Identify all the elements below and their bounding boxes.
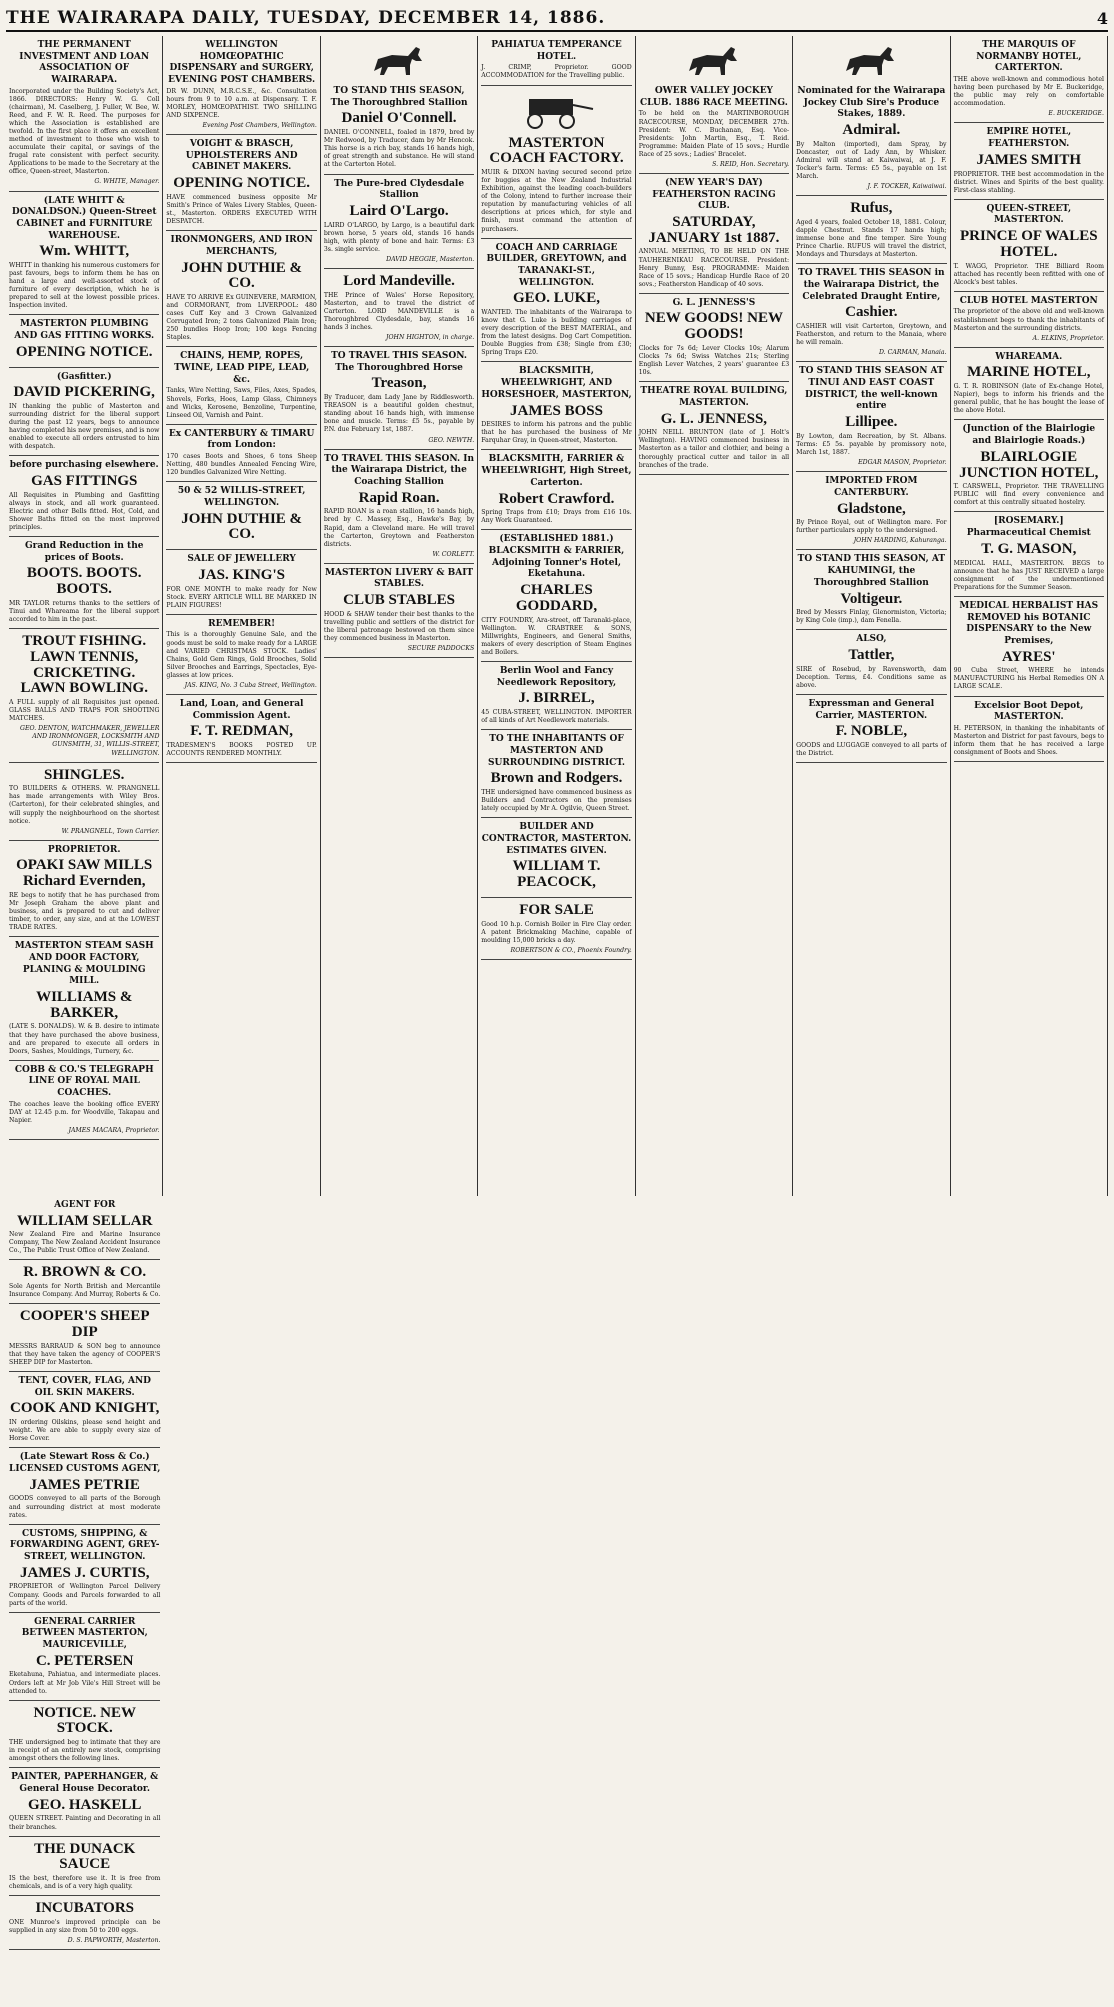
ad-body: MR TAYLOR returns thanks to the settlers of Tinui and Whareama for the liberal support accorded to him in the past. (9, 599, 160, 624)
ad-big: AYRES' (1001, 648, 1056, 665)
ad-big: GEO. LUKE, (512, 290, 601, 307)
advertisement (9, 1061, 159, 1140)
ad-body: By Malton (imported), dam Spray, by Doncaster, out of Lady Ann, by Whisker. Admiral will stand at Kaiwaiwai, at J. F. Tocker's farm. Terms: £5 5s., payable on 1st March. (796, 140, 947, 181)
ad-sig: JAS. KING, No. 3 Cuba Street, Wellington. (184, 681, 317, 689)
column-2 (163, 36, 320, 1196)
ad-big: WILLIAM SELLAR (16, 1212, 153, 1229)
ad-head: SALE OF JEWELLERY (187, 554, 296, 565)
ad-head: EMPIRE HOTEL, FEATHERSTON. (986, 127, 1072, 150)
column-7 (951, 36, 1108, 1196)
advertisement (481, 898, 631, 960)
ad-big: JOHN DUTHIE & CO. (181, 510, 303, 543)
advertisement (954, 420, 1104, 512)
advertisement (954, 512, 1104, 596)
ad-head: MASTERTON LIVERY & BAIT STABLES. (325, 567, 474, 590)
ad-body: SIRE of Rosebud, by Ravensworth, dam Deception. Terms, £4. Conditions same as above. (796, 665, 947, 689)
ad-body: Tanks, Wire Netting, Saws, Files, Axes, Spades, Shovels, Forks, Hoes, Lamp Glass, Chimneys and Wicks, Kerosene, Benzoline, Turpentine, Linseed Oil, Varnish and Paint. (166, 387, 317, 419)
ad-body: IN ordering Oilskins, please send height and weight. We are able to supply every size of Horse Cover. (9, 1419, 161, 1443)
ad-sig: D. S. PAPWORTH, Masterton. (67, 1937, 161, 1945)
ad-body: WANTED. The inhabitants of the Wairarapa to know that G. Luke is building carriages of every description of the BEST MATERIAL, and from the latest designs. Dog Cart Competition. Double Buggies from £38; Single from £30; Spring Traps £20. (481, 309, 632, 357)
ad-head: IRONMONGERS, AND IRON MERCHANTS, (170, 235, 313, 257)
ad-body: All Requisites in Plumbing and Gasfitting always in stock, and all work guaranteed. Electric and other Bells fitted. Hot, Cold, and Shower Baths fitted on the most improved principles. (9, 491, 160, 531)
ad-head: PAINTER, PAPERHANGER, & General House Decorator. (11, 1772, 159, 1795)
advertisement (166, 695, 316, 763)
advertisement (796, 472, 946, 550)
ad-big: Lord Mandeville. (343, 272, 455, 289)
ad-body: The proprietor of the above old and well-known establishment begs to thank the inhabitants of Masterton and the surrounding districts. (953, 308, 1104, 332)
ad-big: THE DUNACK SAUCE (34, 1840, 136, 1873)
ad-big: R. BROWN & CO. (23, 1264, 147, 1281)
ad-big: Robert Crawford. (498, 490, 615, 507)
advertisement (9, 629, 159, 762)
ad-big: NOTICE. NEW STOCK. (33, 1704, 136, 1737)
ad-head: (Gasfitter.) (56, 371, 112, 382)
ad-big: Admiral. (842, 122, 901, 139)
ad-big: Brown and Rodgers. (490, 770, 623, 787)
ad-big: Laird O'Largo. (349, 202, 449, 219)
ad-body: RE begs to notify that he has purchased from Mr Joseph Graham the above plant and business, and is prepared to cut and deliver timber, to order, any size, and at the LOWEST TRADE RATES. (9, 891, 160, 932)
ad-big: MASTERTON COACH FACTORY. (489, 134, 624, 167)
ad-head: Expressman and General Carrier, MASTERTON. (808, 699, 935, 721)
ad-body: G. T. R. ROBINSON (late of Ex-change Hotel, Napier), begs to inform his friends and the general public, that he has bought the lease of the above Hotel. (953, 383, 1104, 415)
ad-head: WELLINGTON HOMŒOPATHIC DISPENSARY and SURGERY, EVENING POST CHAMBERS. (168, 40, 316, 86)
ad-head: REMEMBER! (208, 618, 276, 629)
ad-head: (LATE WHITT & DONALDSON.) Queen-Street CABINET and FURNITURE WAREHOUSE. (11, 195, 157, 241)
ad-big: F. NOBLE, (835, 723, 908, 740)
ad-sig: GEO. NEWTH. (428, 436, 475, 444)
ad-body: Incorporated under the Building Society's Act, 1866. DIRECTORS: Henry W. G. Coll (chairman), M. Caselberg, J. Fuller, W. Bee, W. Reed, and F. W. R. Reed. The purposes for which the Association is established are twofold. In the first place it offers an excellent method of investment to those who wish to accumulate their capital, or savings of the frugal rate consistent with perfect security. Applications to be made to the Secretary at the office, Queen-street, Masterton. (9, 87, 160, 176)
ad-body: MUIR & DIXON having secured second prize for buggies at the New Zealand Industrial Exhibition, against the leading coach-builders of the Colony, intend to further increase their reputation by manufacturing vehicles of all descriptions at prices which, for style and finish, must command the attention of purchasers. (481, 169, 632, 233)
masthead (6, 4, 1108, 32)
ad-body: By Prince Royal, out of Wellington mare. For further particulars apply to the undersigned. (796, 519, 947, 535)
ad-big: OPENING NOTICE. (15, 343, 153, 360)
column-6 (793, 36, 950, 1196)
ad-body: (LATE S. DONALDS). W. & B. desire to intimate that they have purchased the above business, and are prepared to execute all orders in Doors, Sashes, Mouldings, Turnery, &c. (9, 1023, 160, 1055)
advertisement (9, 937, 159, 1061)
advertisement (166, 135, 316, 231)
ad-head: TO TRAVEL THIS SEASON in the Wairarapa District, the Celebrated Draught Entire, (798, 268, 945, 302)
ad-body: GOODS conveyed to all parts of the Borough and surrounding district at most moderate rates. (9, 1495, 161, 1519)
ad-big: Rapid Roan. (358, 489, 440, 506)
ad-body: HAVE TO ARRIVE Ex GUINEVERE, MARMION, and CORMORANT, from LIVERPOOL: 480 cases Cuff Key and 3 Crown Galvanized Corrugated Iron; 2 tons Galvanized Plain Iron; 250 bundles Hoop Iron; 100 kegs Fencing Staples. (166, 294, 317, 342)
ad-big: Lillipee. (845, 414, 898, 431)
ad-head: before purchasing elsewhere. (9, 460, 159, 471)
ad-big: JAMES J. CURTIS, (19, 1564, 150, 1581)
ad-sig: W. CORLETT. (432, 550, 475, 558)
ad-head: (NEW YEAR'S DAY) FEATHERSTON RACING CLUB. (652, 177, 776, 212)
ad-body: DANIEL O'CONNELL, foaled in 1879, bred by Mr Redwood, by Traducer, dam by Mr Hencok. This horse is a rich bay, stands 16 hands high, of great strength and substance. He will stand at the Carterton Hotel. (323, 129, 475, 169)
ad-head: 50 & 52 WILLIS-STREET, WELLINGTON. (177, 486, 306, 508)
column-5 (636, 36, 793, 1196)
ad-big: INCUBATORS (35, 1900, 135, 1917)
ad-sig: JOHN HIGHTON, in charge. (386, 334, 475, 341)
ad-head: TO STAND THIS SEASON, AT KAHUMINGI, the Thoroughbred Stallion (797, 554, 946, 588)
ad-big: OPENING NOTICE. (173, 175, 310, 192)
advertisement (9, 1448, 160, 1524)
advertisement (9, 841, 159, 938)
advertisement (324, 175, 474, 269)
ad-body: FOR ONE MONTH to make ready for New Stock. EVERY ARTICLE WILL BE MARKED IN PLAIN FIGURES! (166, 585, 317, 609)
ad-head: TENT, COVER, FLAG, AND OIL SKIN MAKERS. (18, 1376, 151, 1398)
ad-head: Grand Reduction in the prices of Boots. (24, 541, 144, 563)
ad-body: THE undersigned beg to intimate that they are in receipt of an entirely new stock, comprising amongst others the following lines. (9, 1739, 161, 1763)
ad-big: JOHN DUTHIE & CO. (181, 259, 303, 292)
ad-head: BLACKSMITH, WHEELWRIGHT, AND HORSESHOER, MASTERTON, (481, 366, 632, 400)
ad-head: COBB & CO.'S TELEGRAPH LINE OF ROYAL MAIL COACHES. (14, 1064, 154, 1099)
advertisement (954, 597, 1104, 697)
ad-body: By Traducer, dam Lady Jane by Riddlesworth. TREASON is a beautiful golden chestnut, standing about 16 hands high, with immense bone and muscle. Terms: £5 5s., payable by P.N. due February 1st, 1887. (323, 394, 475, 434)
ad-head: Land, Loan, and General Commission Agent. (179, 698, 304, 721)
ad-sig: E. BUCKERIDGE. (1048, 110, 1104, 118)
ad-sig: S. REID, Hon. Secretary. (712, 160, 790, 168)
ad-head: PAHIATUA TEMPERANCE HOTEL. (491, 40, 622, 62)
ad-big: F. T. REDMAN, (190, 723, 293, 740)
ad-body: HOOD & SHAW tender their best thanks to the travelling public and settlers of the district for the liberal patronage bestowed on them since they commenced business in Masterton. (323, 610, 475, 643)
ad-head: OWER VALLEY JOCKEY CLUB. 1886 RACE MEETING. (640, 86, 788, 108)
ad-sig: A. ELKINS, Proprietor. (1032, 334, 1104, 342)
ad-big: TROUT FISHING. LAWN TENNIS, CRICKETING. LAWN BOWLING. (20, 633, 148, 697)
ad-body: THE above well-known and commodious hotel having been purchased by Mr E. Buckeridge, the public may rely on comfortable accommodation. (953, 76, 1104, 108)
ad-head: IMPORTED FROM CANTERBURY. (825, 476, 918, 498)
ad-head: BLACKSMITH, FARRIER & WHEELWRIGHT, High Street, Carterton. (481, 454, 632, 488)
ad-body: To be held on the MARTINBOROUGH RACECOURSE, MONDAY, DECEMBER 27th. President: W. C. Buchanan, Esq. Vice-Presidents: John Martin, Esq., T. Reid. Programme: Maiden Plate of 15 sovs.; Hurdle Race of 25 sovs.; Ladies' Bracelet. (638, 110, 790, 158)
ad-head: QUEEN-STREET, MASTERTON. (986, 203, 1072, 226)
ad-body: By Lowton, dam Recreation, by St. Albans. Terms: £5 5s. payable by promissory note, March 1st, 1887. (796, 432, 947, 456)
ad-body: Aged 4 years, foaled October 18, 1881. Colour, dapple Chestnut. Stands 17 hands high; immense bone and fine temper. Sire Young Prince Charlie. RUFUS will travel the district, Mondays and Thursdays at Masterton. (796, 219, 947, 259)
ad-body: RAPID ROAN is a roan stallion, 16 hands high, bred by C. Massey, Esq., Hawke's Bay, by Rapid, dam a Cleveland mare. He will travel the Carterton, Greytown and Featherston districts. (323, 508, 475, 548)
ad-big: JAMES BOSS (510, 402, 603, 419)
ad-big: JAS. KING'S (198, 566, 285, 583)
advertisement (9, 36, 159, 192)
advertisement (166, 482, 316, 550)
ad-body: New Zealand Fire and Marine Insurance Company, The New Zealand Accident Insurance Co., The Public Trust Office of New Zealand. (9, 1231, 161, 1255)
advertisement (324, 564, 474, 658)
advertisement (639, 382, 789, 474)
ad-body: ANNUAL MEETING, TO BE HELD ON THE TAUHERENIKAU RACECOURSE. President: Henry Bunny, Esq. PROGRAMME: Maiden Race of 15 sovs.; Handicap Hurdle Race of 20 sovs.; Featherston Handicap of 40 sovs. (638, 248, 790, 288)
advertisement (481, 450, 631, 530)
ad-big: GEO. HASKELL (28, 1796, 142, 1813)
ad-body: CITY FOUNDRY, Ara-street, off Taranaki-place, Wellington. W. CRABTREE & SONS, Millwrights, Engineers, and General Smiths, makers of every description of Steam Engines and Boilers. (481, 616, 632, 656)
ad-big: C. PETERSEN (35, 1652, 134, 1669)
ad-head: CLUB HOTEL MASTERTON (959, 295, 1098, 306)
ad-body: DR W. DUNN, M.R.C.S.E., &c. Consultation hours from 9 to 10 a.m. at Dispensary. T. F. MORLEY, HOMŒOPATHIST. TWO SHILLING AND SIXPENCE. (166, 87, 317, 119)
ad-body: THE undersigned have commenced business as Builders and Contractors on the premises lately occupied by Mr A. Ogilvie, Queen Street. (481, 789, 632, 813)
ad-sig: JAMES MACARA, Proprietor. (68, 1126, 160, 1134)
ad-head: ALSO, (856, 634, 887, 645)
advertisement (796, 196, 946, 264)
horse-icon (796, 41, 946, 84)
ad-head: TO THE INHABITANTS OF MASTERTON AND SURROUNDING DISTRICT. (487, 734, 625, 768)
ad-head: The Pure-bred Clydesdale Stallion (334, 178, 465, 201)
ad-head: Ex CANTERBURY & TIMARU from London: (168, 428, 315, 451)
ad-body: A FULL supply of all Requisites just opened. GLASS BALLS AND TRAPS FOR SHOOTING MATCHES. (9, 699, 160, 723)
ad-body: 90 Cuba Street, WHERE he intends MANUFACTURING his Herbal Remedies ON A LARGE SCALE. (953, 667, 1104, 691)
advertisement (796, 695, 946, 763)
advertisement (954, 697, 1104, 763)
ad-body: The coaches leave the booking office EVERY DAY at 12.45 p.m. for Woodville, Takapau and Napier. (9, 1100, 160, 1124)
ad-sig: SECURE PADDOCKS (407, 645, 475, 653)
ad-big: CLUB STABLES (343, 592, 455, 609)
ad-body: TO BUILDERS & OTHERS. W. PRANGNELL has made arrangements with Wiley Bros. (Carterton), for their celebrated shingles, and will supply the neighbourhood on the shortest notice. (9, 785, 160, 825)
advertisement (9, 456, 159, 537)
advertisement (9, 1896, 160, 1950)
column-4 (478, 36, 635, 1196)
advertisement (481, 818, 631, 898)
coach-icon (481, 91, 631, 134)
ad-body: Clocks for 7s 6d; Lever Clocks 10s; Alarum Clocks 7s 6d; Swiss Watches 21s; Sterling English Lever Watches, 2 years' guarantee £3 10s. (638, 344, 790, 377)
ad-big: MARINE HOTEL, (967, 364, 1091, 381)
ad-body: THE Prince of Wales' Horse Repository, Masterton, and to travel the district of Carterton. LORD MANDEVILLE is a Thoroughbred Clydesdale, bay, stands 16 hands 3 inches. (323, 291, 475, 331)
advertisement (9, 1372, 160, 1448)
ad-body: ONE Munroe's improved principle can be supplied in any size from 50 to 200 eggs. (9, 1918, 161, 1935)
ad-big: Daniel O'Connell. (341, 110, 457, 127)
ad-body: Sole Agents for North British and Mercantile Insurance Company. And Murray, Roberts & Co. (9, 1283, 161, 1299)
advertisement (954, 200, 1104, 292)
ad-big: CHARLES GODDARD, (515, 582, 598, 614)
ad-body: Good 10 h.p. Cornish Boiler in Fire Clay order. A patent Brickmaking Machine, capable of moulding 15,000 bricks a day. (481, 920, 632, 944)
ad-head: PROPRIETOR. (47, 844, 121, 855)
advertisement (796, 630, 946, 695)
ad-sig: DAVID HEGGIE, Masterton. (386, 255, 475, 263)
ad-big: Rufus, (850, 200, 893, 217)
ad-big: GAS FITTINGS (31, 473, 138, 489)
page-number: 4 (1096, 9, 1108, 28)
ad-big: JAMES SMITH (976, 151, 1082, 168)
ad-big: Wm. WHITT, (39, 243, 130, 260)
ad-big: Gladstone, (836, 500, 906, 517)
ad-big: DAVID PICKERING, (13, 384, 155, 401)
advertisement (166, 425, 316, 483)
advertisement (9, 315, 159, 367)
ad-big: G. L. JENNESS, (660, 410, 768, 427)
ad-sig: Evening Post Chambers, Wellington. (202, 122, 317, 129)
ad-big: NEW GOODS! NEW GOODS! (644, 310, 783, 343)
ad-head: AGENT FOR (54, 1199, 116, 1210)
ad-big: BOOTS. BOOTS. BOOTS. (26, 565, 142, 598)
ad-big: COOPER'S SHEEP DIP (19, 1308, 150, 1341)
ad-head: MEDICAL HERBALIST HAS REMOVED his BOTANIC DISPENSARY to the New Premises, (959, 600, 1099, 646)
ad-head: THE MARQUIS OF NORMANBY HOTEL, CARTERTON. (976, 40, 1082, 74)
ad-head: TO STAND THIS SEASON AT TINUI AND EAST COAST DISTRICT, the well-known entire (798, 366, 944, 412)
ad-head: THE PERMANENT INVESTMENT AND LOAN ASSOCIATION OF WAIRARAPA. (19, 40, 150, 86)
advertisement (954, 36, 1104, 123)
advertisement (9, 537, 159, 629)
advertisement (324, 450, 474, 564)
column-3 (321, 36, 478, 1196)
ad-head: MASTERTON PLUMBING AND GAS FITTING WORKS. (14, 319, 155, 342)
ad-body: Eketahuna, Pahiatua, and intermediate places. Orders left at Mr Job Vile's Hill Street will be attended to. (9, 1671, 161, 1695)
ad-head: WHAREAMA. (995, 351, 1063, 362)
ad-big: SATURDAY, JANUARY 1st 1887. (648, 213, 780, 246)
ad-head: TO TRAVEL THIS SEASON. In the Wairarapa District, the Coaching Stallion (324, 453, 474, 487)
advertisement (9, 1613, 160, 1701)
ad-body: PROPRIETOR. THE best accommodation in the district. Wines and Spirits of the best quality. First-class stabling. (953, 170, 1104, 194)
ad-body: T. WAGG, Proprietor. THE Billiard Room attached has recently been refitted with one of Alcock's best tables. (953, 262, 1104, 286)
advertisement (166, 36, 316, 135)
ad-body: JOHN NEILL BRUNTON (late of J. Holt's Wellington). HAVING commenced business in Masterton as a tailor and clothier, and being a thoroughly practical cutter and tailor in all branches of the trade. (638, 429, 790, 469)
horse-icon (324, 41, 474, 84)
ad-body: PROPRIETOR of Wellington Parcel Delivery Company. Goods and Parcels forwarded to all parts of the world. (9, 1583, 161, 1607)
ad-sig: J. F. TOCKER, Kaiwaiwai. (867, 183, 947, 191)
ad-big: Tattler, (848, 647, 895, 664)
advertisement (9, 1525, 160, 1613)
ad-sig: ROBERTSON & CO., Phoenix Foundry. (510, 946, 632, 954)
ad-body: Bred by Messrs Finlay, Glenormiston, Victoria; by King Cole (imp.), dam Fenella. (796, 609, 947, 625)
ad-big: SHINGLES. (43, 766, 125, 783)
ad-body: DESIRES to inform his patrons and the public that he has purchased the business of Mr Farquhar Gray, in Queen-street, Masterton. (481, 421, 632, 445)
ad-body: CASHIER will visit Carterton, Greytown, and Featherston, and return to the Manaia, where he will remain. (796, 323, 947, 347)
ad-head: (Junction of the Blairlogie and Blairlogie Roads.) (962, 424, 1096, 447)
ad-body: LAIRD O'LARGO, by Largo, is a beautiful dark brown horse, 5 years old, stands 16 hands high, with plenty of bone and hair. Terms: £3 3s. single service. (323, 221, 475, 253)
ad-body: 170 cases Boots and Shoes, 6 tons Sheep Netting, 480 bundles Annealed Fencing Wire, 120 bundles Galvanized Wire Netting. (166, 453, 317, 477)
ad-sig: JOHN HARDING, Kahuranga. (853, 537, 947, 545)
ad-head: (Late Stewart Ross & Co.) LICENSED CUSTOMS AGENT, (9, 1452, 161, 1475)
advertisement (166, 615, 316, 695)
advertisement (9, 1837, 160, 1897)
ad-big: OPAKI SAW MILLS Richard Evernden, (16, 857, 153, 890)
ad-head: (ESTABLISHED 1881.) BLACKSMITH & FARRIER, Adjoining Tonner's Hotel, Eketahuna. (488, 534, 625, 580)
column-1 (6, 36, 163, 1196)
advertisement (166, 231, 316, 347)
ad-head: COACH AND CARRIAGE BUILDER, GREYTOWN, and TARANAKI-ST., WELLINGTON. (486, 242, 627, 288)
advertisement (166, 347, 316, 424)
advertisement-columns (6, 36, 1108, 2006)
advertisement (481, 362, 631, 450)
advertisement (481, 239, 631, 363)
ad-big: Cashier. (845, 304, 898, 321)
ad-body: MEDICAL HALL, MASTERTON. BEGS to announce that he has JUST RECEIVED a large consignment of the undermentioned Preparations for the Summer Season. (953, 559, 1104, 591)
ad-big: FOR SALE (519, 901, 594, 918)
advertisement (9, 1260, 160, 1304)
masthead-title: THE WAIRARAPA DAILY, TUESDAY, DECEMBER 14, 1886. (6, 8, 606, 28)
ad-body: H. PETERSON, in thanking the inhabitants of Masterton and District for past favours, begs to inform them that he has received a large consignment of Boots and Shoes. (953, 724, 1104, 757)
ad-sig: G. WHITE, Manager. (94, 178, 160, 186)
ad-head: [ROSEMARY.] Pharmaceutical Chemist (966, 516, 1091, 539)
ad-head: CHAINS, HEMP, ROPES, TWINE, LEAD PIPE, LEAD, &c. (174, 351, 310, 385)
ad-body: Spring Traps from £10; Drays from £16 10s. Any Work Guaranteed. (481, 509, 632, 525)
advertisement (954, 348, 1104, 421)
ad-big: Treason, (371, 375, 427, 392)
ad-head: MASTERTON STEAM SASH AND DOOR FACTORY, PLANING & MOULDING MILL. (14, 941, 154, 987)
ad-big: Voltigeur. (840, 590, 903, 607)
advertisement (796, 264, 946, 362)
advertisement (639, 36, 789, 174)
advertisement (796, 36, 946, 196)
ad-big: PRINCE OF WALES HOTEL. (960, 228, 1098, 260)
ad-body: IS the best, therefore use it. It is free from chemicals, and is of a very high quality. (9, 1875, 161, 1891)
advertisement (481, 86, 631, 239)
ad-big: J. BIRREL, (518, 690, 595, 707)
ad-sig: W. PRANGNELL, Town Carrier. (61, 827, 160, 835)
ad-big: WILLIAM T. PEACOCK, (512, 858, 601, 890)
ad-head: VOIGHT & BRASCH, UPHOLSTERERS AND CABINET MAKERS. (185, 139, 298, 173)
ad-body: TRADESMEN'S BOOKS POSTED UP. ACCOUNTS RENDERED MONTHLY. (166, 742, 317, 758)
ad-head: Nominated for the Wairarapa Jockey Club Sire's Produce Stakes, 1889. (797, 86, 946, 120)
ad-big: WILLIAMS & BARKER, (36, 988, 133, 1021)
advertisement (324, 347, 474, 450)
advertisement (954, 123, 1104, 199)
advertisement (639, 174, 789, 294)
advertisement (9, 1196, 160, 1261)
ad-head: GENERAL CARRIER BETWEEN MASTERTON, MAURICEVILLE, (21, 1616, 148, 1651)
ad-sig: GEO. DENTON, WATCHMAKER, JEWELLER AND IRONMONGER, LOCKSMITH AND GUNSMITH, 31, WILLIS-STREET, WELLINGTON. (20, 725, 160, 757)
ad-head: Berlin Wool and Fancy Needlework Repository, (496, 665, 617, 688)
ad-body: QUEEN STREET. Painting and Decorating in all their branches. (9, 1815, 161, 1831)
advertisement (166, 550, 316, 615)
advertisement (9, 763, 159, 841)
ad-sig: D. CARMAN, Manaia. (878, 349, 947, 357)
ad-body: GOODS and LUGGAGE conveyed to all parts of the District. (796, 742, 947, 758)
column-8 (6, 1196, 163, 2006)
ad-head: G. L. JENNESS'S (672, 297, 756, 308)
ad-head: TO TRAVEL THIS SEASON. The Thoroughbred Horse (331, 351, 468, 373)
advertisement (9, 192, 159, 316)
ad-body: IN thanking the public of Masterton and surrounding district for the liberal support during the past 12 years, begs to announce having completed his new premises, and is now enabled to execute all orders entrusted to him with despatch. (9, 402, 160, 451)
ad-head: THEATRE ROYAL BUILDING, MASTERTON. (640, 386, 788, 408)
ad-head: TO STAND THIS SEASON, The Thoroughbred Stallion (330, 86, 468, 108)
ad-body: HAVE commenced business opposite Mr Smith's Prince of Wales Livery Stables, Queen-st., Masterton. ORDERS EXECUTED WITH DESPATCH. (166, 193, 317, 226)
advertisement (9, 1304, 160, 1372)
advertisement (639, 294, 789, 382)
ad-body: 45 CUBA-STREET, WELLINGTON. IMPORTER of all kinds of Art Needlework materials. (481, 709, 632, 725)
advertisement (9, 1768, 160, 1836)
ad-body: J. CRIMP, Proprietor. GOOD ACCOMMODATION for the Travelling public. (481, 64, 632, 80)
ad-big: COOK AND KNIGHT, (10, 1400, 160, 1417)
advertisement (796, 362, 946, 472)
ad-body: T. CARSWELL, Proprietor. THE TRAVELLING PUBLIC will find every convenience and comfort at this centrally situated hostelry. (953, 483, 1104, 507)
ad-head: CUSTOMS, SHIPPING, & FORWARDING AGENT, GREY-STREET, WELLINGTON. (9, 1528, 160, 1563)
ad-sig: EDGAR MASON, Proprietor. (858, 459, 947, 467)
ad-head: BUILDER AND CONTRACTOR, MASTERTON. ESTIMATES GIVEN. (481, 822, 632, 856)
advertisement (324, 36, 474, 175)
advertisement (324, 269, 474, 347)
ad-big: JAMES PETRIE (29, 1476, 140, 1493)
ad-big: T. G. MASON, (981, 540, 1077, 557)
ad-big: BLAIRLOGIE JUNCTION HOTEL, (959, 448, 1099, 481)
advertisement (9, 1701, 160, 1769)
advertisement (481, 36, 631, 86)
advertisement (796, 550, 946, 630)
ad-body: WHITT in thanking his numerous customers for past favours, begs to inform them he has on hand a large and well-assorted stock of furniture of every description, which he is prepared to sell at the lowest possible prices. Inspection invited. (9, 262, 160, 310)
ad-body: This is a thoroughly Genuine Sale, and the goods must be sold to make ready for a LARGE and VARIED CHRISTMAS STOCK. Ladies' Chains, Gold Gem Rings, Gold Brooches, Solid Silver Brooches and Earrings, Spectacles, Eye-glasses at low prices. (166, 631, 317, 679)
horse-icon (639, 41, 789, 84)
advertisement (481, 530, 631, 662)
advertisement (481, 662, 631, 730)
advertisement (954, 292, 1104, 348)
advertisement (9, 368, 159, 457)
ad-head: Excelsior Boot Depot, MASTERTON. (974, 700, 1084, 723)
ad-body: MESSRS BARRAUD & SON beg to announce that they have taken the agency of COOPER'S SHEEP DIP for Masterton. (9, 1342, 161, 1366)
advertisement (481, 730, 631, 818)
